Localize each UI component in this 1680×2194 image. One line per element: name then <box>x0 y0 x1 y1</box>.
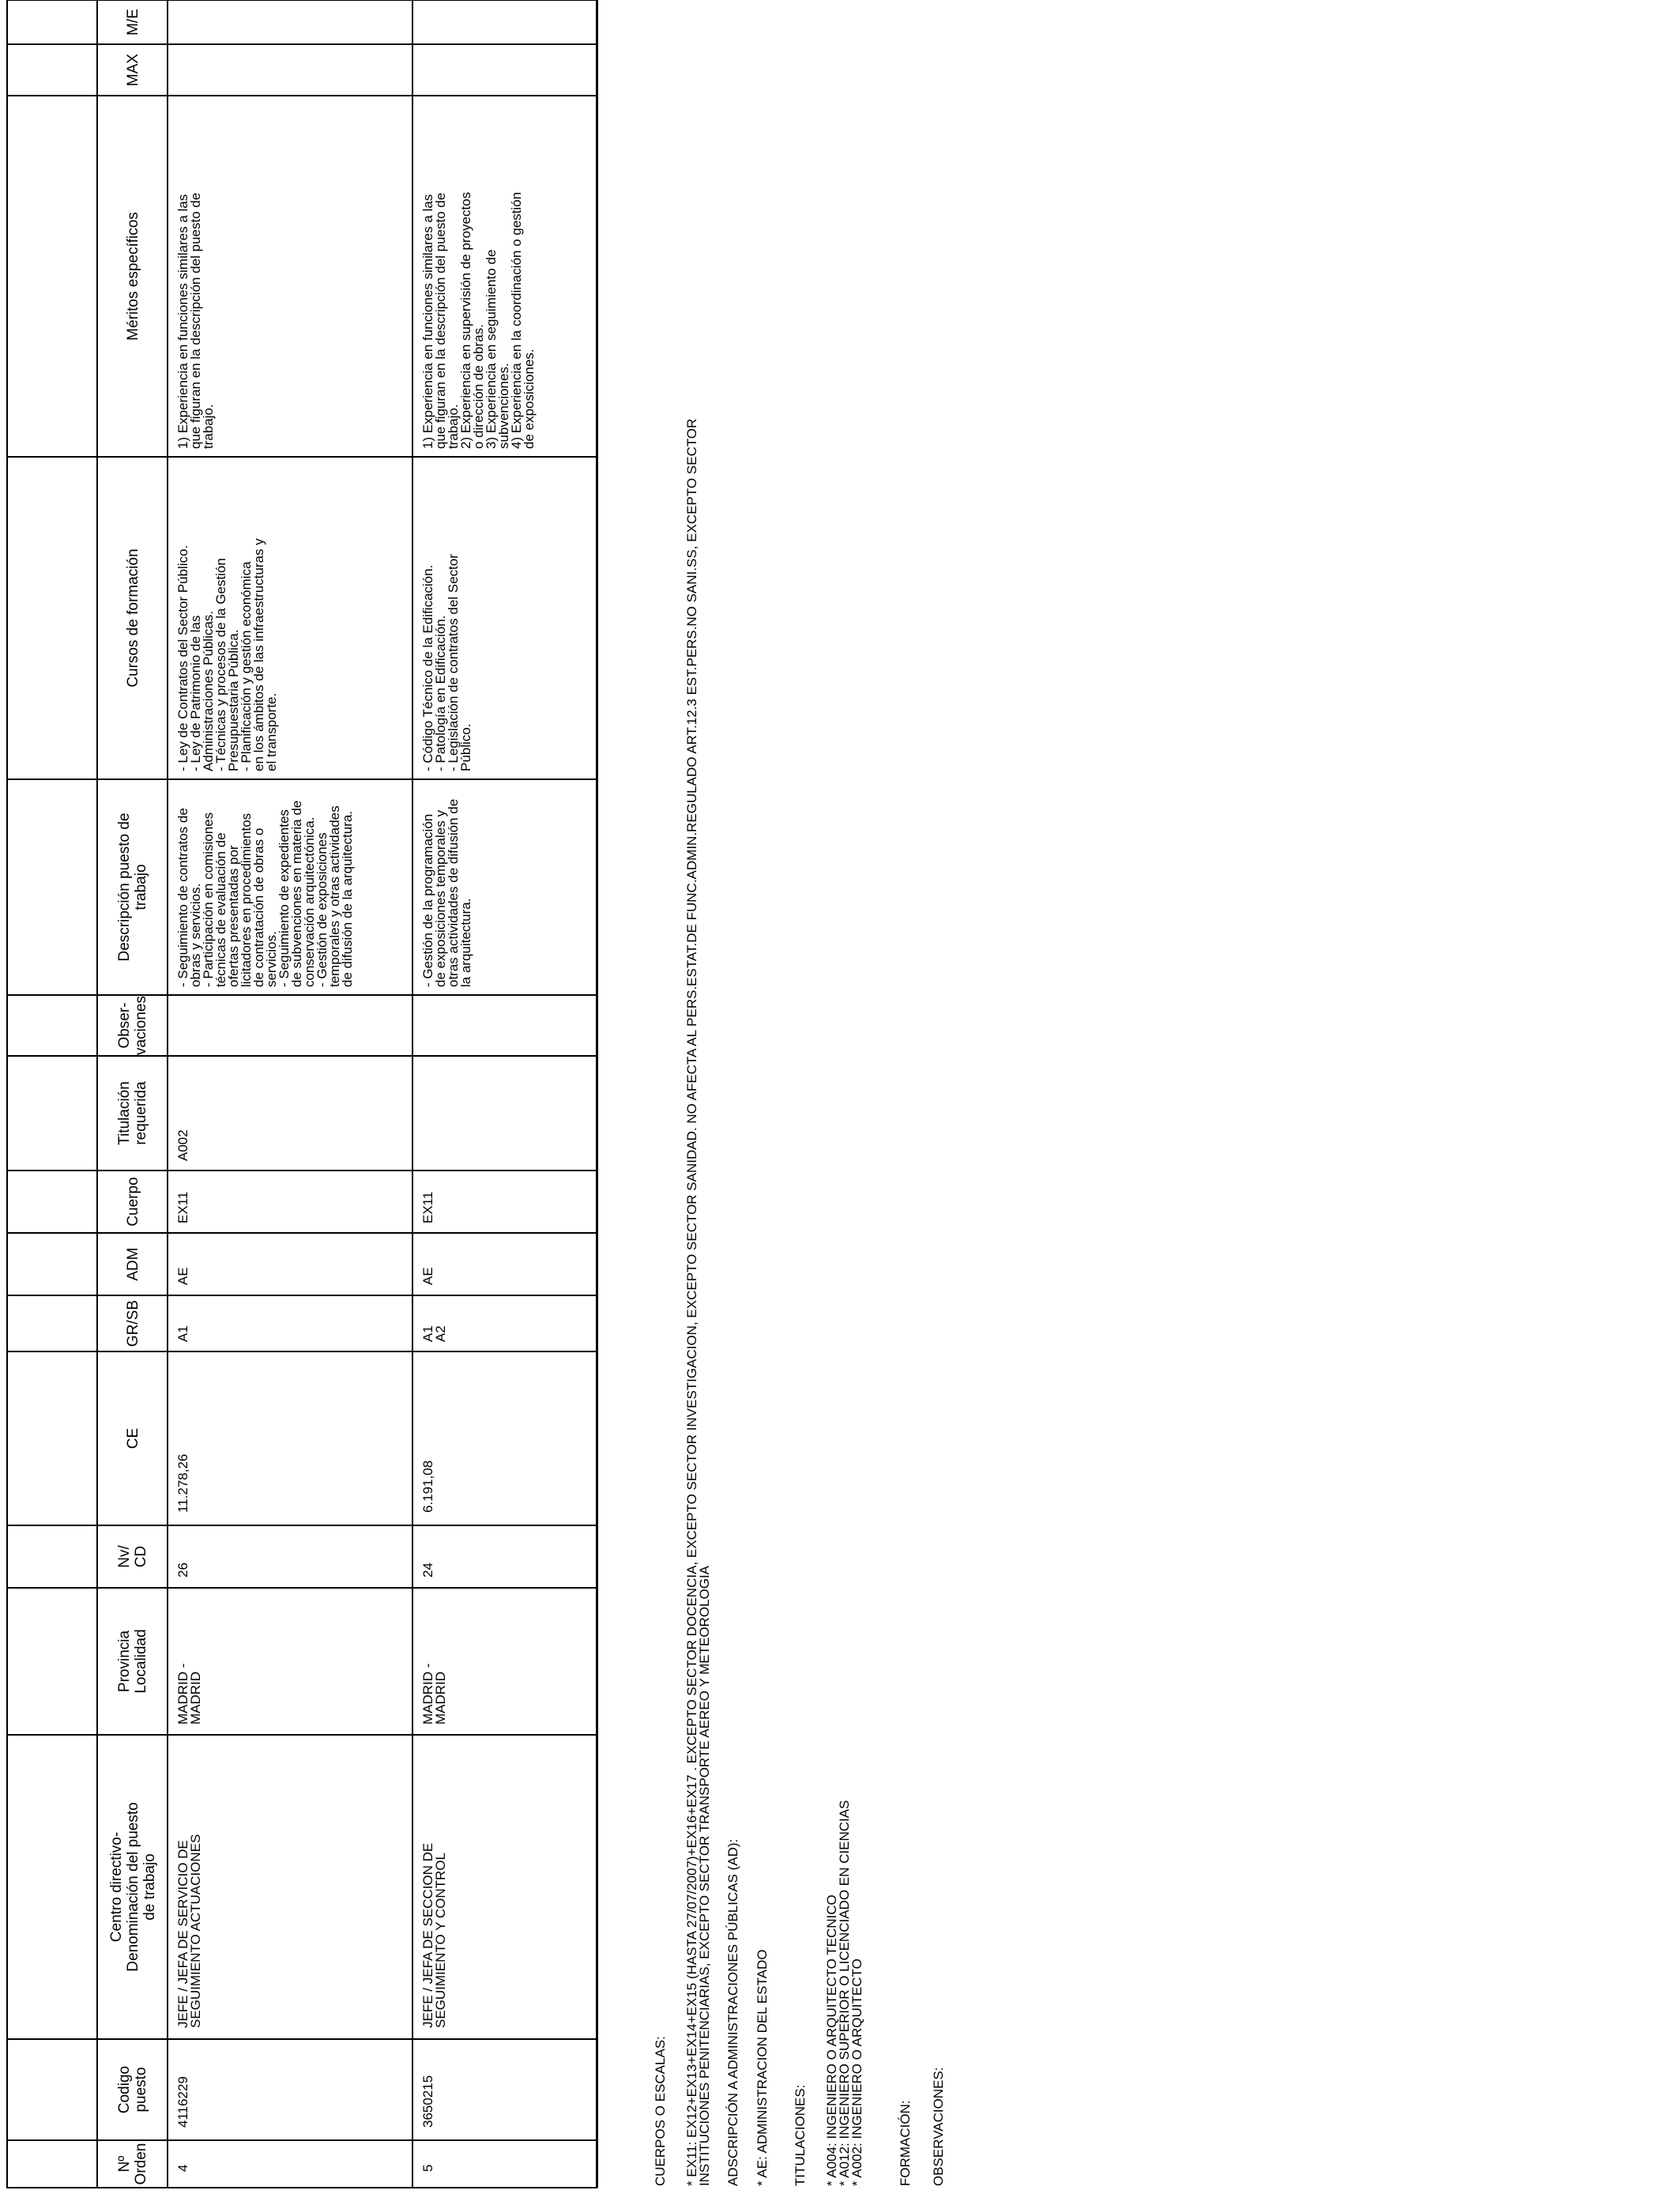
row-5-provincia: MADRID - MADRID <box>420 1663 448 1725</box>
row-5-nv-cd: 24 <box>420 1563 435 1578</box>
row-4-adm: AE <box>175 1267 190 1285</box>
formacion-title: FORMACIÓN: <box>898 2100 913 2186</box>
adscripcion-text: * AE: ADMINISTRACION DEL ESTADO <box>755 1949 770 2186</box>
header-titulacion: Titulación requerida <box>116 1081 149 1145</box>
cuerpos-title: CUERPOS O ESCALAS: <box>653 2036 668 2186</box>
header-cuerpo: Cuerpo <box>124 1177 141 1227</box>
header-meritos: Méritos específicos <box>124 212 141 341</box>
header-adm: ADM <box>124 1247 141 1281</box>
row-5-n-orden: 5 <box>420 2164 435 2172</box>
titulaciones-text: * A004: INGENIERO O ARQUITECTO TECNICO * A012: INGENIERO SUPERIOR O LICENCIADO EN CIENCIAS * A002: INGENIERO O ARQUITECTO <box>824 1800 864 2186</box>
row-4-nv-cd: 26 <box>175 1563 190 1578</box>
header-codigo: Codigo puesto <box>116 2065 149 2114</box>
row-5-meritos: 1) Experiencia en funciones similares a las que figuran en la descripción del puesto de trabajo. 2) Experiencia en supervisión de proyectos o dirección de obras. 3) Experiencia en seguimiento de subvenciones. 4) Experiencia en la coordinación o gestión de exposiciones. <box>420 191 537 449</box>
row-4-ce: 11.278,26 <box>175 1453 190 1513</box>
row-4-centro: JEFE / JEFA DE SERVICIO DE SEGUIMIENTO ACTUACIONES <box>175 1834 203 2028</box>
titulaciones-title: TITULACIONES: <box>793 2084 808 2186</box>
row-4-n-orden: 4 <box>175 2164 190 2172</box>
header-ce: CE <box>124 1427 141 1449</box>
row-5-cursos: - Código Técnico de la Edificación. - Patología en Edificación. - Legislación de contratos del Sector Público. <box>420 554 473 771</box>
row-5-gr-sb: A1 A2 <box>420 1325 448 1342</box>
row-4-provincia: MADRID - MADRID <box>175 1663 203 1725</box>
header-cursos: Cursos de formación <box>124 548 141 688</box>
row-5-ce: 6.191,08 <box>420 1460 435 1513</box>
header-observaciones: Obser- vaciones <box>116 996 149 1055</box>
header-n-orden: Nº Orden <box>116 2143 149 2185</box>
header-descripcion: Descripción puesto de trabajo <box>116 812 149 962</box>
row-5-centro: JEFE / JEFA DE SECCION DE SEGUIMIENTO Y CONTROL <box>420 1842 448 2028</box>
header-nv-cd: Nv/ CD <box>116 1545 149 1568</box>
observaciones-title: OBSERVACIONES: <box>931 2067 946 2186</box>
header-me: M/E <box>124 9 141 36</box>
row-4-descripcion: - Seguimiento de contratos de obras y servicios. - Participación en comisiones técnicas de evaluación de ofertas presentadas por licitadores en procedimientos de contratación de obras o servicios. - Seguimiento de expedientes de subvenciones en materia de conservación arquitectónica. - Gestión de exposiciones temporales y otras actividades de difusión de la arquitectura. <box>175 800 355 987</box>
row-4-meritos: 1) Experiencia en funciones similares a las que figuran en la descripción del puesto de trabajo. <box>175 192 216 449</box>
header-provincia: Provincia Localidad <box>116 1629 149 1694</box>
row-4-cursos: - Ley de Contratos del Sector Público. - Ley de Patrimonio de las Administraciones Públicas. - Técnicas y procesos de la Gestión Presupuestaria Pública. - Planificación y gestión económica en los ámbitos de las infraestructuras y el transporte. <box>175 538 279 771</box>
header-centro: Centro directivo- Denominación del puesto de trabajo <box>107 1802 158 1972</box>
header-gr-sb: GR/SB <box>124 1299 141 1348</box>
row-5-adm: AE <box>420 1267 435 1285</box>
row-5-cuerpo: EX11 <box>420 1191 435 1223</box>
adscripcion-title: ADSCRIPCIÓN A ADMINISTRACIONES PÚBLICAS (AD): <box>725 1838 740 2186</box>
row-4-cuerpo: EX11 <box>175 1191 190 1223</box>
row-4-codigo: 4116229 <box>175 2076 190 2128</box>
header-max: MAX <box>124 53 141 87</box>
row-4-gr-sb: A1 <box>175 1325 190 1342</box>
row-5-codigo: 3650215 <box>420 2075 435 2128</box>
row-4-titulacion: A002 <box>175 1129 190 1161</box>
cuerpos-text: * EX11: EX12+EX13+EX14+EX15 (HASTA 27/07/2007)+EX16+EX17 . EXCEPTO SECTOR DOCENCIA, EXCEPTO SECTOR INVESTIGACION, EXCEPTO SECTOR SANIDAD. NO AFECTA AL PERS.ESTAT.DE FUNC.ADMIN.REGULADO ART.12.3 EST.PERS.NO SANI.SS, EXCEPTO SECTOR INSTITUCIONES PENITENCIARIAS, EXCEPTO SECTOR TRANSPORTE AEREO Y METEOROLOGIA <box>684 418 712 2186</box>
row-5-descripcion: - Gestión de la programación de exposiciones temporales y otras actividades de difusión de la arquitectura. <box>420 798 473 987</box>
